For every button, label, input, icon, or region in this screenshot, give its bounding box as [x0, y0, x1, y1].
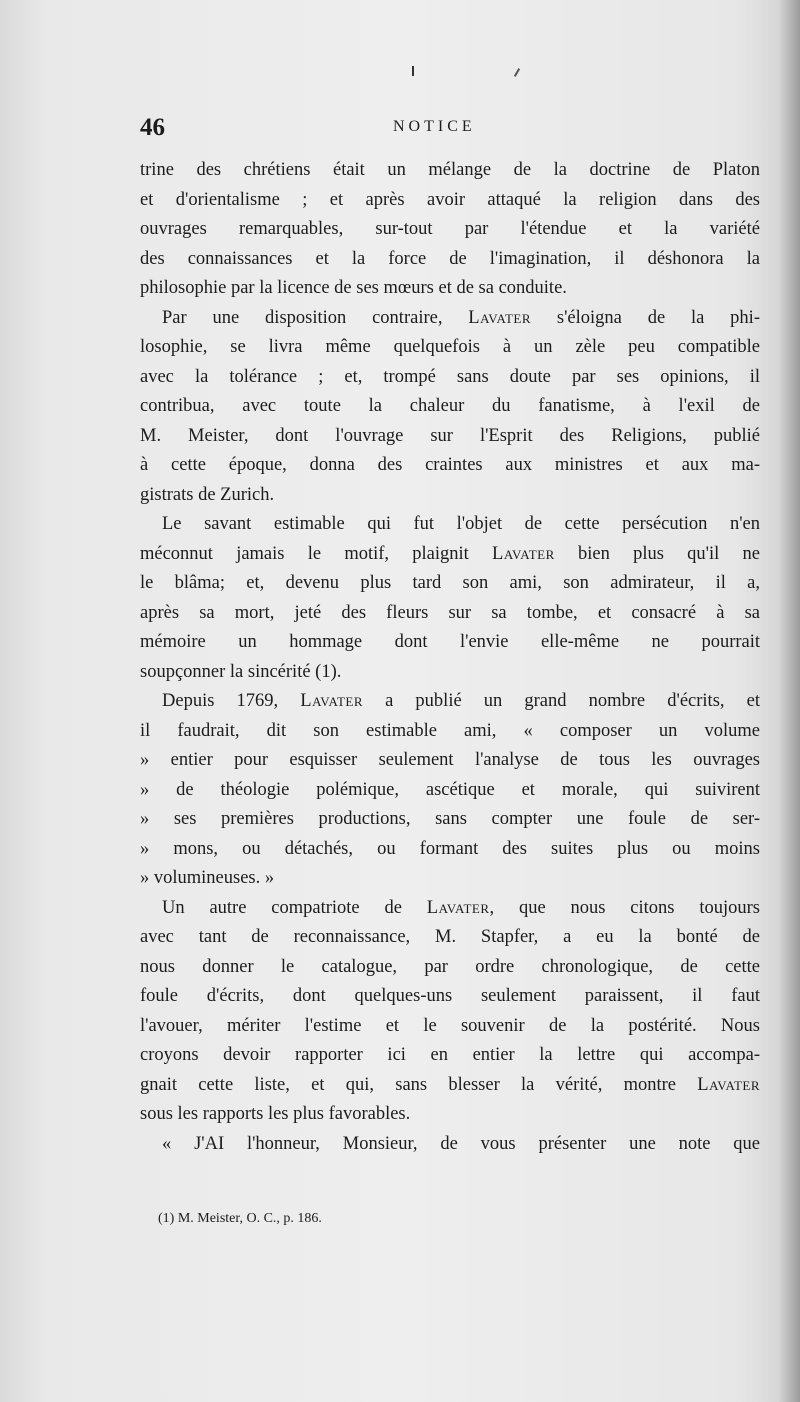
author-name: Lavater	[697, 1074, 760, 1095]
page-number: 46	[140, 114, 165, 141]
text-line: Par une disposition contraire, Lavater s'éloigna de la phi-	[162, 307, 760, 328]
text-line: des connaissances et la force de l'imagination, il déshonora la	[140, 248, 760, 269]
text-line: il faudrait, dit son estimable ami, « composer un volume	[140, 720, 760, 741]
author-name: Lavater	[426, 897, 490, 918]
text-line: losophie, se livra même quelquefois à un zèle peu compatible	[140, 337, 760, 357]
author-name: Lavater	[300, 691, 363, 711]
text-line: » de théologie polémique, ascétique et morale, qui suivirent	[140, 779, 760, 800]
text-line: croyons devoir rapporter ici en entier la lettre qui accompa-	[140, 1045, 760, 1065]
text-line: gnait cette liste, et qui, sans blesser la vérité, montre Lavater	[140, 1074, 760, 1095]
text-line: M. Meister, dont l'ouvrage sur l'Esprit des Religions, publié	[140, 425, 760, 446]
text-line: philosophie par la licence de ses mœurs et de sa conduite.	[140, 278, 567, 298]
text-line: soupçonner la sincérité (1).	[140, 661, 342, 682]
text-line: Un autre compatriote de Lavater, que nous citons toujours	[162, 897, 760, 918]
text-line: à cette époque, donna des craintes aux ministres et aux ma-	[140, 455, 760, 475]
text-line: ouvrages remarquables, sur-tout par l'étendue et la variété	[140, 219, 760, 239]
text-line: Le savant estimable qui fut l'objet de cette persécution n'en	[162, 514, 760, 534]
text-line: méconnut jamais le motif, plaignit Lavater bien plus qu'il ne	[140, 543, 760, 564]
text-line: le blâma; et, devenu plus tard son ami, son admirateur, il a,	[140, 573, 760, 593]
text-line: avec la tolérance ; et, trompé sans doute par ses opinions, il	[140, 366, 760, 387]
text-line: » mons, ou détachés, ou formant des suites plus ou moins	[140, 838, 760, 859]
author-name: Lavater	[468, 307, 532, 328]
printer-mark-slash	[514, 68, 520, 77]
text-line: » ses premières productions, sans compter une foule de ser-	[140, 809, 760, 829]
text-line: nous donner le catalogue, par ordre chronologique, de cette	[140, 956, 760, 977]
author-name: Lavater	[492, 543, 555, 564]
text-line: après sa mort, jeté des fleurs sur sa tombe, et consacré à sa	[140, 602, 760, 623]
text-line: Depuis 1769, Lavater a publié un grand nombre d'écrits, et	[162, 691, 760, 711]
running-head: NOTICE	[393, 118, 476, 135]
text-line: avec tant de reconnaissance, M. Stapfer, a eu la bonté de	[140, 927, 760, 947]
text-line: » volumineuses. »	[140, 868, 275, 888]
text-line: » entier pour esquisser seulement l'analyse de tous les ouvrages	[140, 750, 760, 770]
text-line: foule d'écrits, dont quelques-uns seulement paraissent, il faut	[140, 986, 760, 1006]
text-line: sous les rapports les plus favorables.	[140, 1104, 411, 1124]
text-line: « J'AI l'honneur, Monsieur, de vous présenter une note que	[162, 1133, 760, 1154]
text-line: l'avouer, mériter l'estime et le souvenir de la postérité. Nous	[140, 1015, 760, 1036]
text-line: trine des chrétiens était un mélange de la doctrine de Platon	[140, 160, 760, 180]
footnote: (1) M. Meister, O. C., p. 186.	[158, 1211, 322, 1226]
text-line: et d'orientalisme ; et après avoir attaqué la religion dans des	[140, 189, 760, 210]
text-line: mémoire un hommage dont l'envie elle-même ne pourrait	[140, 632, 760, 652]
text-line: gistrats de Zurich.	[140, 484, 275, 505]
text-line: contribua, avec toute la chaleur du fanatisme, à l'exil de	[140, 396, 760, 416]
printer-mark	[412, 66, 414, 76]
body-text	[140, 156, 760, 1159]
